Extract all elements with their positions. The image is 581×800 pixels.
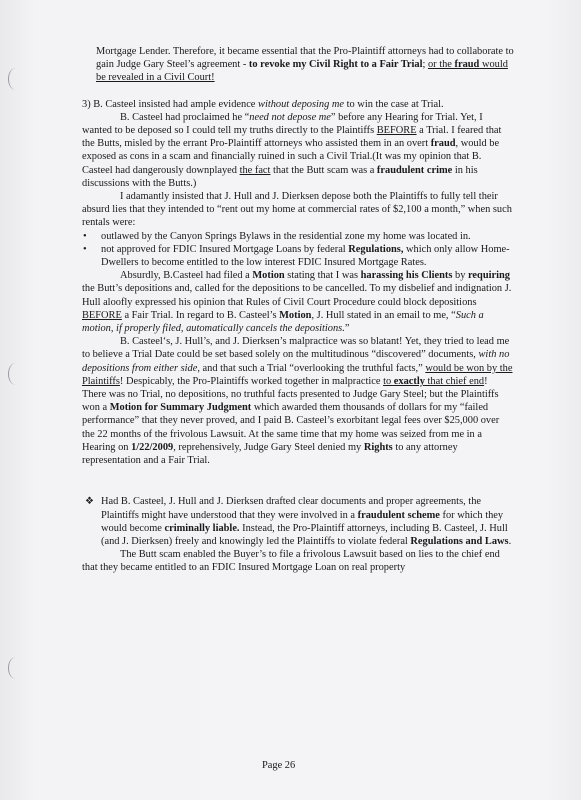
bullet-marker: • bbox=[83, 230, 87, 242]
binder-hole bbox=[8, 657, 23, 679]
paragraph: Absurdly, B.Casteel had filed a Motion stating that I was harassing his Clients by requiring the Butt’s depositions and, called for the depositions to be cancelled. To my disbelief and indignation J. Hull aloofly expressed his opinion that Rules of Civil Court Procedure could block depositions BEFORE a Fair Trial. In regard to B. Casteel’s Motion, J. Hull stated in an email to me, “Such a motion, if properly filed, automatically cancels the depositions.” bbox=[82, 270, 512, 335]
paragraph: I adamantly insisted that J. Hull and J. Dierksen depose both the Plaintiffs to fully tell their absurd lies that they intended to “rent out my home at commercial rates of $2,100 a month,” when such rentals were: bbox=[82, 191, 512, 229]
binder-hole bbox=[8, 68, 23, 90]
paragraph: The Butt scam enabled the Buyer’s to file a frivolous Lawsuit based on lies to the chief end that they became entitled to an FDIC Insured Mortgage Loan on real property bbox=[82, 549, 500, 574]
binder-hole bbox=[8, 363, 23, 385]
paragraph: 3) B. Casteel insisted had ample evidence without deposing me to win the case at Trial. bbox=[82, 98, 444, 110]
body-text bbox=[82, 45, 514, 575]
diamond-bullet-icon: ❖ bbox=[85, 496, 94, 508]
bullet-item: • not approved for FDIC Insured Mortgage Loans by federal Regulations, which only allow Home-Dwellers to become entitled to the low interest FDIC Insured Mortgage Rates. bbox=[83, 243, 510, 269]
paragraph: B. Casteel had proclaimed he “need not depose me” before any Hearing for Trial. Yet, I wanted to be deposed so I could tell my truths directly to the Plaintiffs BEFORE a Trial. I feared that the Butts, misled by the errant Pro-Plaintiff attorneys who assisted them in an overt fraud, would be exposed as cons in a scam and financially ruined in such a Civil Trial.(It was my opinion that B. Casteel had dangerously downplayed the fact that the Butt scam was a fraudulent crime in his discussions with the Butts.) bbox=[82, 111, 502, 189]
diamond-bullet-paragraph: ❖ Had B. Casteel, J. Hull and J. Dierksen drafted clear documents and proper agreements, the Plaintiffs might have understood that they were involved in a fraudulent scheme for which they would become criminally liable. Instead, the Pro-Plaintiff attorneys, including B. Casteel, J. Hull (and J. Dierksen) freely and knowingly led the Plaintiffs to violate federal Regulations and Laws. bbox=[85, 496, 512, 547]
bullet-marker: • bbox=[83, 243, 87, 255]
paragraph: Mortgage Lender. Therefore, it became essential that the Pro-Plaintiff attorneys had to collaborate to gain Judge Gary Steel’s agreement - to revoke my Civil Right to a Fair Trial; or the fraud would be revealed in a Civil Court! bbox=[96, 46, 514, 84]
bullet-item: • outlawed by the Canyon Springs Bylaws in the residential zone my home was located in. bbox=[83, 230, 471, 242]
page-number: Page 26 bbox=[262, 760, 296, 771]
paragraph: B. Casteel‘s, J. Hull’s, and J. Dierksen’s malpractice was so blatant! Yet, they tried to lead me to believe a Trial Date could be set based solely on the multitudinous “discovered” documents, with no depositions from either side, and that such a Trial “overlooking the truthful facts,” would be won by the Plaintiffs! Despicably, the Pro-Plaintiffs worked together in malpractice to exactly that chief end! There was no Trial, no depositions, no truthful facts presented to Judge Gary Steel; but the Plaintiffs won a Motion for Summary Judgment which awarded them thousands of dollars for my “failed performance” that they never proved, and I paid B. Casteel’s exorbitant legal fees over $25,000 over the 22 months of the frivolous Lawsuit. At the same time that my home was seized from me in a Hearing on 1/22/2009, reprehensively, Judge Gary Steel denied my Rights to any attorney representation and a Fair Trial. bbox=[82, 336, 513, 467]
